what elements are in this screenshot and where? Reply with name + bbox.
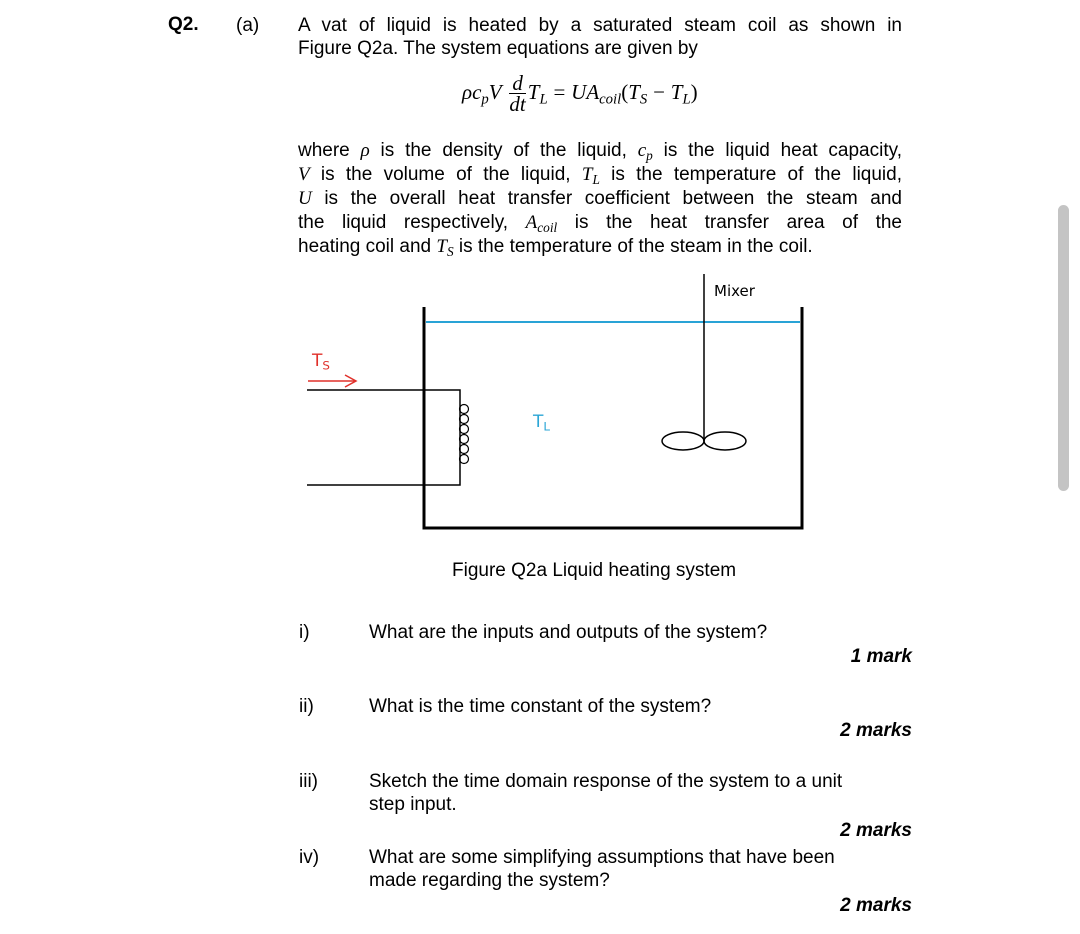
ts-label: $T_S$	[312, 351, 330, 373]
mixer-label: Mixer	[714, 282, 755, 300]
coil-loop	[460, 405, 469, 414]
marks-i: 1 mark	[850, 646, 912, 667]
vertical-scrollbar[interactable]	[1058, 205, 1069, 491]
def-line-5: heating coil and $T_S$ is the temperature of the steam in the coil.	[298, 236, 813, 259]
coil-loop	[460, 435, 469, 444]
eq-sub-l: L	[539, 91, 548, 108]
eq-ts: T	[628, 80, 640, 105]
eq-rho-c: ρc	[462, 80, 482, 105]
eq-v: V	[488, 80, 502, 105]
coil-loop	[460, 455, 469, 464]
eq-frac-num: d	[509, 73, 525, 94]
subquestion-label-i: i)	[299, 622, 310, 643]
figure-caption: Figure Q2a Liquid heating system	[452, 560, 737, 581]
coil-loop	[460, 425, 469, 434]
tl-label: $T_L$	[533, 412, 551, 434]
coil-loop	[460, 445, 469, 454]
def-line-2: V is the volume of the liquid, $T_L$ is the temperature of the liquid,	[298, 164, 902, 187]
subquestion-text-i: What are the inputs and outputs of the system?	[369, 622, 768, 643]
intro-line-2: Figure Q2a. The system equations are given by	[298, 38, 698, 59]
eq-sub-l2: L	[682, 91, 691, 108]
eq-frac-den: dt	[509, 92, 526, 116]
marks-iv: 2 marks	[840, 895, 912, 916]
subquestion-label-iii: iii)	[299, 771, 318, 792]
def-line-1: where ρ is the density of the liquid, $c_p$ is the liquid heat capacity,	[298, 140, 902, 163]
def-line-4: the liquid respectively, $A_{coil}$ is the heat transfer area of the	[298, 212, 902, 235]
eq-equals: =	[553, 80, 566, 105]
mixer-blade-left	[662, 432, 704, 450]
eq-sub-s: S	[639, 91, 648, 108]
def-line-3: U is the overall heat transfer coefficient between the steam and	[298, 188, 902, 209]
eq-tl: T	[670, 80, 683, 105]
intro-line-1: A vat of liquid is heated by a saturated steam coil as shown in	[298, 15, 902, 36]
question-number: Q2.	[168, 14, 199, 35]
eq-minus: −	[653, 80, 665, 105]
subquestion-label-iv: iv)	[299, 847, 320, 868]
mixer-blade-right	[704, 432, 746, 450]
marks-ii: 2 marks	[840, 720, 912, 741]
eq-sub-p: p	[481, 91, 489, 108]
steam-coil-pipe	[307, 390, 460, 485]
vat-outline	[424, 307, 802, 528]
eq-sub-coil: coil	[599, 91, 622, 108]
eq-ua: UA	[571, 80, 600, 105]
coil-loop	[460, 415, 469, 424]
subquestion-label-ii: ii)	[299, 696, 314, 717]
subquestion-text-iii: Sketch the time domain response of the system to a unit step input.	[369, 771, 843, 815]
subquestion-text-ii: What is the time constant of the system?	[369, 696, 712, 717]
subquestion-text-iv: What are some simplifying assumptions that have been made regarding the system?	[369, 847, 835, 891]
eq-open: (	[621, 80, 629, 105]
question-part: (a)	[236, 15, 260, 36]
marks-iii: 2 marks	[840, 820, 912, 841]
eq-close: )	[690, 80, 698, 105]
eq-t: T	[527, 80, 540, 105]
